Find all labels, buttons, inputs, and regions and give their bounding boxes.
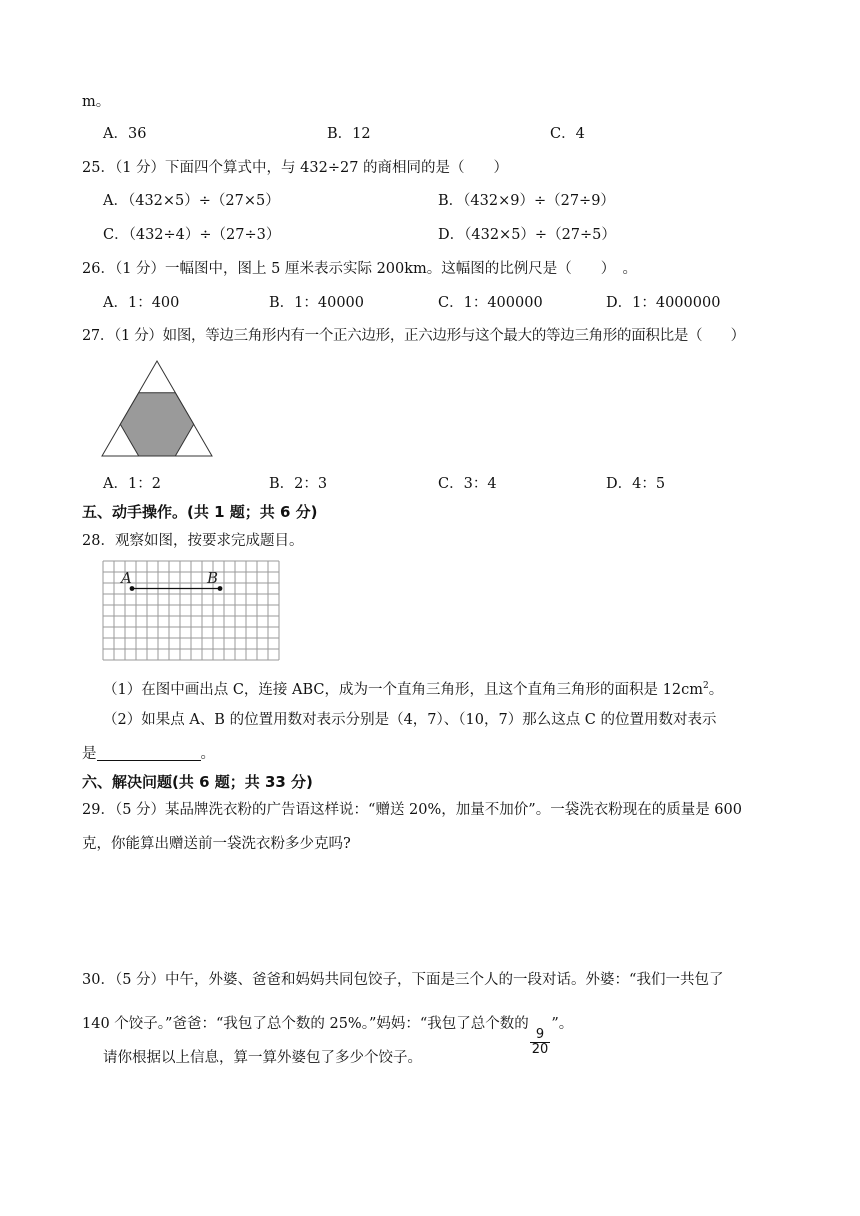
fraction-numerator: 9 xyxy=(535,1027,545,1042)
q28-part2-prefix: 是 xyxy=(82,746,97,762)
q26-option-c[interactable]: C．1：400000 xyxy=(438,295,543,311)
q30-line1: 30．（5 分）中午，外婆、爸爸和妈妈共同包饺子，下面是三个人的一段对话。外婆：“我们一共包了 xyxy=(82,972,724,988)
q25-option-c[interactable]: C．（432÷4）÷（27÷3） xyxy=(103,227,281,243)
q27-option-b[interactable]: B．2：3 xyxy=(269,476,328,492)
fraction-denominator: 20 xyxy=(531,1042,549,1057)
q29-line2: 克，你能算出赠送前一袋洗衣粉多少克吗? xyxy=(82,836,351,852)
q26-option-d[interactable]: D．1：4000000 xyxy=(606,295,721,311)
q25-option-b[interactable]: B．（432×9）÷（27÷9） xyxy=(438,193,615,209)
q30-line2-text: 140 个饺子。”爸爸：“我包了总个数的 25%。”妈妈：“我包了总个数的 xyxy=(82,1016,529,1032)
q28-part2-end: 。 xyxy=(200,746,215,762)
triangle-hexagon-figure xyxy=(100,359,214,459)
section-5-heading: 五、动手操作。(共 1 题；共 6 分) xyxy=(82,503,318,521)
q27-stem: 27．（1 分）如图，等边三角形内有一个正六边形，正六边形与这个最大的等边三角形的面积比是（ ） xyxy=(82,328,745,344)
q24-option-a[interactable]: A．36 xyxy=(103,126,147,142)
q25-option-d[interactable]: D．（432×5）÷（27÷5） xyxy=(438,227,616,243)
q28-part2-line2 xyxy=(82,744,215,764)
label-a: A xyxy=(121,569,132,587)
fraction-nine-twentieths xyxy=(530,1028,551,1057)
q26-option-a[interactable]: A．1：400 xyxy=(103,295,180,311)
q27-option-a[interactable]: A．1：2 xyxy=(103,476,161,492)
answer-blank[interactable] xyxy=(97,744,201,761)
q28-part1-text: （1）在图中画出点 C，连接 ABC，成为一个直角三角形，且这个直角三角形的面积是 12cm xyxy=(103,681,703,698)
q26-option-b[interactable]: B．1：40000 xyxy=(269,295,365,311)
q25-stem: 25．（1 分）下面四个算式中，与 432÷27 的商相同的是（ ） xyxy=(82,160,509,176)
q29-line1: 29．（5 分）某品牌洗衣粉的广告语这样说：“赠送 20%，加量不加价”。一袋洗衣粉现在的质量是 600 xyxy=(82,802,742,818)
q27-option-c[interactable]: C．3：4 xyxy=(438,476,497,492)
q28-part2-line1: （2）如果点 A、B 的位置用数对表示分别是（4，7）、（10，7）那么这点 C 的位置用数对表示 xyxy=(103,712,717,728)
q26-stem: 26．（1 分）一幅图中，图上 5 厘米表示实际 200km。这幅图的比例尺是（ ） 。 xyxy=(82,261,638,277)
q28-part1-superscript: 2 xyxy=(702,681,709,691)
q30-line2-end: ”。 xyxy=(551,1016,574,1032)
label-b: B xyxy=(207,569,219,587)
q25-option-a[interactable]: A．（432×5）÷（27×5） xyxy=(103,193,280,209)
q24-option-c[interactable]: C．4 xyxy=(550,126,585,142)
q28-part1 xyxy=(103,676,723,700)
section-6-heading: 六、解决问题(共 6 题；共 33 分) xyxy=(82,773,313,791)
q27-option-d[interactable]: D．4：5 xyxy=(606,476,666,492)
continued-text: m。 xyxy=(82,94,111,110)
q28-part1-end: 。 xyxy=(708,681,724,698)
square-grid-figure xyxy=(100,558,280,664)
point-b xyxy=(218,586,223,591)
q24-option-b[interactable]: B．12 xyxy=(327,126,371,142)
q28-stem: 28．观察如图，按要求完成题目。 xyxy=(82,533,304,549)
q30-line3: 请你根据以上信息，算一算外婆包了多少个饺子。 xyxy=(103,1050,422,1066)
